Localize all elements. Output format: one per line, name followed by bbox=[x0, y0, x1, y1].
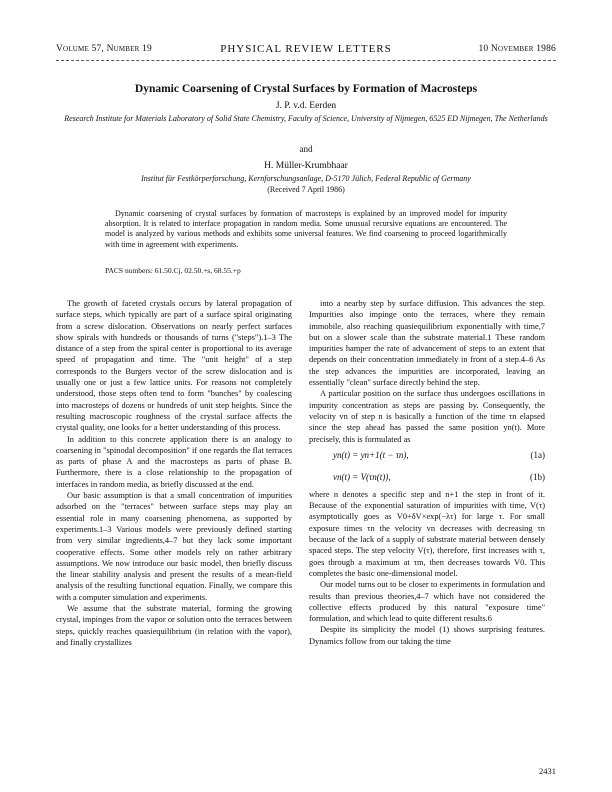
equation-number: (1a) bbox=[530, 449, 545, 460]
author-1-name: J. P. v.d. Eerden bbox=[275, 101, 337, 111]
author-2-affiliation: Institut für Festkörperforschung, Kernforschungsanlage, D-5170 Jülich, Federal Republic of Germany bbox=[141, 174, 471, 183]
and-separator: and bbox=[299, 144, 313, 154]
paragraph: The growth of faceted crystals occurs by lateral propagation of surface steps, which typically are part of a surface spiral originating from a screw dislocation. Observations on nearly perfect surfaces show spirals with hundreds or thousands of turns ("steps").1–3 The distance of a step from the spiral center is proportional to its average speed of propagation and time. The "unit height" of a step corresponds to the Burgers vector of the screw dislocation and is usually one or just a few lattice units. For reasons not completely understood, those steps often tend to form "bunches" by coalescing into macrosteps of dozens or hundreds of unit step heights. Since the resulting macroscopic roughness of the crystal surface affects the crystal quality, one looks for a better understanding of this process. bbox=[56, 299, 292, 433]
page-number: 2431 bbox=[539, 766, 556, 776]
equation-expression: vn(t) = V(τn(t)), bbox=[333, 471, 391, 482]
author-1-affiliation: Research Institute for Materials Laboratory of Solid State Chemistry, Faculty of Science, University of Nijmegen, 6525 ED Nijmegen, The Netherlands bbox=[64, 114, 548, 123]
paragraph: Our model turns out to be closer to experiments in formulation and results than previous theories,4–7 which have not considered the collective effects produced by this natural "exposure time" formulation, and which lead to quite different results.6 bbox=[309, 580, 545, 624]
paper-title: Dynamic Coarsening of Crystal Surfaces by Formation of Macrosteps bbox=[134, 83, 478, 95]
volume-number: Volume 57, Number 19 bbox=[56, 44, 153, 54]
abstract: Dynamic coarsening of crystal surfaces by formation of macrosteps is explained by an improved model for impurity absorption. It is related to interface propagation in random media. Some unusual recursive equations are encountered. The model is analyzed by various methods and exhibits some universal features. We find coarsening to proceed logarithmically with time in agreement with experiments. bbox=[105, 209, 507, 249]
paragraph: Our basic assumption is that a small concentration of impurities adsorbed on the "terraces" between surface steps may play an essential role in many coarsening phenomena, as supported by experiments.1–3 Various models were previously defined starting from very similar ingredients,4–7 but they lack some important cooperative effects. Some other models rely on rather arbitrary assumptions. We now introduce our basic model, then briefly discuss the linear stability analysis and present the results of a mean-field analysis of the resulting functional equation. Finally, we compare this with a computer simulation and experiments. bbox=[56, 491, 292, 602]
left-column bbox=[56, 298, 292, 648]
issue-date: 10 November 1986 bbox=[478, 44, 556, 54]
paragraph: into a nearby step by surface diffusion. This advances the step. Impurities also impinge onto the terraces, where they remain immobile, also reaching quasiequilibrium exponentially with time,7 but on a slower scale than the substrate material.1 These random impurities hamper the rate of advancement of steps to an extent that depends on their concentration immediately in front of a step.4–6 As the step advances the impurities are incorporated, leaving an essentially "clean" surface directly behind the step. bbox=[309, 299, 545, 388]
paragraph: In addition to this concrete application there is an analogy to coarsening in "spinodal decomposition" if one regards the flat terraces as parts of phase A and the macrosteps as parts of phase B. Furthermore, there is a close relationship to the propagation of interfaces in random media, as briefly discussed at the end. bbox=[56, 434, 292, 489]
right-column bbox=[309, 298, 545, 647]
paragraph: Despite its simplicity the model (1) shows surprising features. Dynamics follow from our taking the time bbox=[309, 625, 545, 646]
header-rule bbox=[56, 60, 556, 61]
journal-name: PHYSICAL REVIEW LETTERS bbox=[220, 43, 392, 55]
equation-1b bbox=[309, 467, 545, 489]
paragraph: A particular position on the surface thus undergoes oscillations in impurity concentration as steps are passing by. Consequently, the velocity vn of step n is basically a function of the time τn elapsed since the step ahead has passed the same position yn(t). More precisely, this is formulated as bbox=[309, 389, 545, 444]
equation-1a bbox=[309, 445, 545, 467]
running-header bbox=[56, 44, 556, 58]
equation-number: (1b) bbox=[530, 471, 545, 482]
pacs-numbers: PACS numbers: 61.50.Cj, 02.50.+s, 68.55.+p bbox=[105, 266, 241, 275]
received-date: (Received 7 April 1986) bbox=[267, 185, 345, 194]
paragraph: We assume that the substrate material, forming the growing crystal, impinges from the vapor or solution onto the terraces between steps, quickly reaches quasiequilibrium (in relation with the vapor), and finally crystallizes bbox=[56, 604, 292, 647]
author-2-name: H. Müller-Krumbhaar bbox=[264, 161, 348, 171]
equation-expression: yn(t) = yn+1(t − τn), bbox=[333, 449, 409, 460]
paragraph: where n denotes a specific step and n+1 the step in front of it. Because of the exponential saturation of impurities with time, V(τ) asymptotically goes as V0+δV×exp(−λτ) for large τ. For small exposure times τn the velocity vn decreases with decreasing τn because of the lack of a supply of substrate material between densely spaced steps. The step velocity V(τ), therefore, first increases with τ, goes through a maximum at τm, then decreases towards V0. This completes the basic one-dimensional model. bbox=[309, 489, 545, 578]
